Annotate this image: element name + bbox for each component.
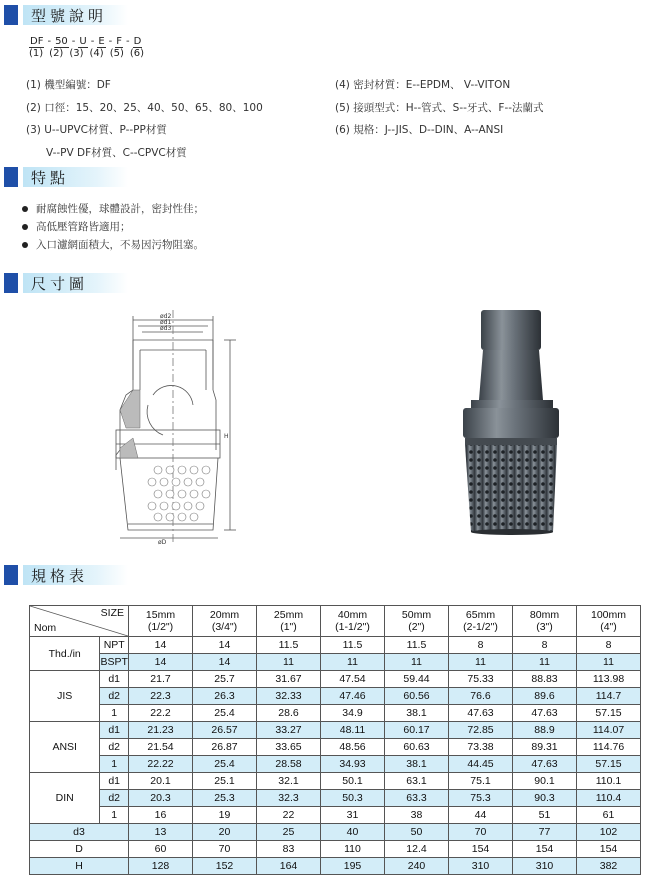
table-cell: 110.1 <box>577 773 641 790</box>
table-cell: 25.4 <box>193 756 257 773</box>
table-cell: 195 <box>321 858 385 875</box>
table-cell: 72.85 <box>449 722 513 739</box>
bullet-icon <box>22 242 28 248</box>
table-cell: 128 <box>129 858 193 875</box>
table-cell: 28.6 <box>257 705 321 722</box>
table-cell: 11 <box>577 654 641 671</box>
table-cell: 31.67 <box>257 671 321 688</box>
table-cell: 14 <box>129 637 193 654</box>
feature-item: 耐腐蝕性優，球體設計，密封性佳； <box>22 200 204 218</box>
table-cell: 32.3 <box>257 790 321 807</box>
spec-item: (3) U--UPVC材質、P--PP材質 <box>26 124 167 136</box>
table-cell: 11 <box>321 654 385 671</box>
table-cell: 114.7 <box>577 688 641 705</box>
table-cell: 57.15 <box>577 705 641 722</box>
row-label: 1 <box>100 705 129 722</box>
header-marker <box>4 167 18 187</box>
size-header: 50mm (2") <box>385 606 449 637</box>
table-cell: 31 <box>321 807 385 824</box>
size-header: 80mm (3") <box>513 606 577 637</box>
table-cell: 25.7 <box>193 671 257 688</box>
section-title: 特點 <box>31 168 70 187</box>
label-d1: ød1 <box>160 319 172 326</box>
table-row <box>30 807 641 824</box>
section-header-model <box>4 4 128 26</box>
table-cell: 33.27 <box>257 722 321 739</box>
table-cell: 26.57 <box>193 722 257 739</box>
group-label: Thd./in <box>30 637 100 671</box>
table-cell: 12.4 <box>385 841 449 858</box>
table-cell: 382 <box>577 858 641 875</box>
table-cell: 22.2 <box>129 705 193 722</box>
table-cell: 51 <box>513 807 577 824</box>
table-cell: 21.54 <box>129 739 193 756</box>
table-cell: 70 <box>449 824 513 841</box>
dimension-drawing <box>98 310 248 545</box>
spec-table <box>29 605 641 875</box>
row-label: NPT <box>100 637 129 654</box>
table-cell: 60.56 <box>385 688 449 705</box>
table-row <box>30 824 641 841</box>
group-label: JIS <box>30 671 100 722</box>
table-cell: 28.58 <box>257 756 321 773</box>
section-header-spec-table <box>4 564 128 586</box>
table-cell: 34.9 <box>321 705 385 722</box>
section-title: 型號說明 <box>31 6 108 25</box>
row-label: d2 <box>100 790 129 807</box>
table-cell: 89.6 <box>513 688 577 705</box>
table-row <box>30 722 641 739</box>
table-cell: 90.1 <box>513 773 577 790</box>
row-label: d1 <box>100 671 129 688</box>
table-cell: 44.45 <box>449 756 513 773</box>
header-marker <box>4 273 18 293</box>
table-row <box>30 671 641 688</box>
table-cell: 40 <box>321 824 385 841</box>
table-cell: 21.23 <box>129 722 193 739</box>
group-label: DIN <box>30 773 100 824</box>
table-row <box>30 705 641 722</box>
size-header: 15mm (1/2") <box>129 606 193 637</box>
table-cell: 44 <box>449 807 513 824</box>
spec-item: (5) 接頭型式：H--管式、S--牙式、F--法蘭式 <box>335 101 544 114</box>
table-cell: 63.1 <box>385 773 449 790</box>
model-code: DF - 50 - U - E - F - D (1) (2) (3) (4) (5) (6) <box>29 36 145 59</box>
table-cell: 47.63 <box>513 756 577 773</box>
table-cell: 88.83 <box>513 671 577 688</box>
code-index: (5) <box>109 48 124 59</box>
code-index: (1) <box>29 48 44 59</box>
table-cell: 310 <box>449 858 513 875</box>
table-cell: 11.5 <box>257 637 321 654</box>
table-cell: 102 <box>577 824 641 841</box>
table-cell: 11 <box>257 654 321 671</box>
feature-list <box>22 200 204 254</box>
table-cell: 32.33 <box>257 688 321 705</box>
table-cell: 38.1 <box>385 756 449 773</box>
spec-list-left <box>26 74 263 164</box>
table-cell: 154 <box>577 841 641 858</box>
row-label: d3 <box>30 824 129 841</box>
table-cell: 89.31 <box>513 739 577 756</box>
table-cell: 63.3 <box>385 790 449 807</box>
row-label: d1 <box>100 773 129 790</box>
table-cell: 11 <box>513 654 577 671</box>
table-cell: 25.4 <box>193 705 257 722</box>
feature-item: 入口濾網面積大，不易因污物阻塞。 <box>22 236 204 254</box>
spec-item: (1) 機型編號：DF <box>26 79 111 91</box>
table-cell: 16 <box>129 807 193 824</box>
row-label: D <box>30 841 129 858</box>
table-cell: 20.3 <box>129 790 193 807</box>
table-cell: 47.63 <box>513 705 577 722</box>
code-part: D <box>133 36 142 47</box>
table-cell: 50 <box>385 824 449 841</box>
table-row <box>30 739 641 756</box>
product-photo <box>443 296 576 548</box>
table-cell: 60 <box>129 841 193 858</box>
code-part: DF <box>30 36 44 47</box>
table-cell: 154 <box>513 841 577 858</box>
table-cell: 8 <box>513 637 577 654</box>
row-label: 1 <box>100 756 129 773</box>
table-cell: 310 <box>513 858 577 875</box>
table-corner: SIZE Nom <box>30 606 129 637</box>
code-index: (6) <box>129 48 145 59</box>
size-header: 40mm (1-1/2") <box>321 606 385 637</box>
table-cell: 34.93 <box>321 756 385 773</box>
table-cell: 50.3 <box>321 790 385 807</box>
spec-list-right <box>335 74 544 142</box>
table-cell: 75.33 <box>449 671 513 688</box>
spec-item: (4) 密封材質：E--EPDM、 V--VITON <box>335 79 511 91</box>
spec-item: V--PV DF材質、C--CPVC材質 <box>46 146 187 159</box>
table-cell: 60.63 <box>385 739 449 756</box>
row-label: d2 <box>100 739 129 756</box>
table-cell: 114.76 <box>577 739 641 756</box>
table-cell: 20 <box>193 824 257 841</box>
table-cell: 61 <box>577 807 641 824</box>
section-header-dimensions <box>4 272 128 294</box>
bullet-icon <box>22 206 28 212</box>
label-h: H <box>224 433 229 440</box>
row-label: d2 <box>100 688 129 705</box>
table-cell: 75.3 <box>449 790 513 807</box>
table-row <box>30 773 641 790</box>
table-cell: 26.3 <box>193 688 257 705</box>
size-header: 25mm (1") <box>257 606 321 637</box>
table-cell: 60.17 <box>385 722 449 739</box>
table-cell: 11 <box>385 654 449 671</box>
spec-item: (6) 規格：J--JIS、D--DIN、A--ANSI <box>335 124 504 136</box>
table-cell: 38.1 <box>385 705 449 722</box>
table-cell: 26.87 <box>193 739 257 756</box>
table-cell: 38 <box>385 807 449 824</box>
table-cell: 48.56 <box>321 739 385 756</box>
header-marker <box>4 565 18 585</box>
table-cell: 25.1 <box>193 773 257 790</box>
table-cell: 22.3 <box>129 688 193 705</box>
table-cell: 14 <box>193 637 257 654</box>
bullet-icon <box>22 224 28 230</box>
code-part: F <box>116 36 123 47</box>
table-cell: 48.11 <box>321 722 385 739</box>
row-label: 1 <box>100 807 129 824</box>
size-header: 65mm (2-1/2") <box>449 606 513 637</box>
table-cell: 11.5 <box>321 637 385 654</box>
table-cell: 25 <box>257 824 321 841</box>
feature-item: 高低壓管路皆適用； <box>22 218 204 236</box>
table-cell: 154 <box>449 841 513 858</box>
section-title: 規格表 <box>31 566 89 585</box>
section-title: 尺寸圖 <box>31 274 89 293</box>
table-row <box>30 637 641 654</box>
row-label: d1 <box>100 722 129 739</box>
table-row <box>30 841 641 858</box>
table-cell: 14 <box>193 654 257 671</box>
table-cell: 47.46 <box>321 688 385 705</box>
table-cell: 14 <box>129 654 193 671</box>
table-row <box>30 756 641 773</box>
table-cell: 73.38 <box>449 739 513 756</box>
size-header: 100mm (4") <box>577 606 641 637</box>
section-header-features <box>4 166 128 188</box>
table-cell: 47.63 <box>449 705 513 722</box>
table-cell: 33.65 <box>257 739 321 756</box>
table-cell: 22.22 <box>129 756 193 773</box>
table-cell: 240 <box>385 858 449 875</box>
code-part: U <box>79 36 87 47</box>
table-cell: 75.1 <box>449 773 513 790</box>
size-header: 20mm (3/4") <box>193 606 257 637</box>
table-cell: 22 <box>257 807 321 824</box>
code-part: 50 <box>55 36 68 47</box>
code-part: E <box>98 36 105 47</box>
row-label: H <box>30 858 129 875</box>
table-cell: 11.5 <box>385 637 449 654</box>
table-cell: 88.9 <box>513 722 577 739</box>
group-label: ANSI <box>30 722 100 773</box>
code-index: (2) <box>49 48 64 59</box>
table-cell: 25.3 <box>193 790 257 807</box>
table-cell: 113.98 <box>577 671 641 688</box>
table-cell: 90.3 <box>513 790 577 807</box>
table-cell: 20.1 <box>129 773 193 790</box>
table-cell: 13 <box>129 824 193 841</box>
table-cell: 76.6 <box>449 688 513 705</box>
table-cell: 11 <box>449 654 513 671</box>
code-index: (4) <box>89 48 104 59</box>
label-d3: ød3 <box>160 325 172 332</box>
table-cell: 47.54 <box>321 671 385 688</box>
spec-item: (2) 口徑：15、20、25、40、50、65、80、100 <box>26 101 263 114</box>
table-cell: 77 <box>513 824 577 841</box>
table-cell: 110 <box>321 841 385 858</box>
row-label: BSPT <box>100 654 129 671</box>
table-cell: 114.07 <box>577 722 641 739</box>
label-d2: ød2 <box>160 313 172 320</box>
table-cell: 32.1 <box>257 773 321 790</box>
table-row <box>30 688 641 705</box>
table-cell: 83 <box>257 841 321 858</box>
label-d: øD <box>158 539 167 545</box>
header-marker <box>4 5 18 25</box>
table-cell: 152 <box>193 858 257 875</box>
table-cell: 19 <box>193 807 257 824</box>
table-cell: 8 <box>577 637 641 654</box>
table-row <box>30 790 641 807</box>
table-cell: 110.4 <box>577 790 641 807</box>
table-cell: 164 <box>257 858 321 875</box>
table-cell: 57.15 <box>577 756 641 773</box>
table-cell: 50.1 <box>321 773 385 790</box>
table-cell: 70 <box>193 841 257 858</box>
table-cell: 59.44 <box>385 671 449 688</box>
table-row <box>30 654 641 671</box>
table-cell: 21.7 <box>129 671 193 688</box>
table-cell: 8 <box>449 637 513 654</box>
code-index: (3) <box>69 48 84 59</box>
table-row <box>30 858 641 875</box>
